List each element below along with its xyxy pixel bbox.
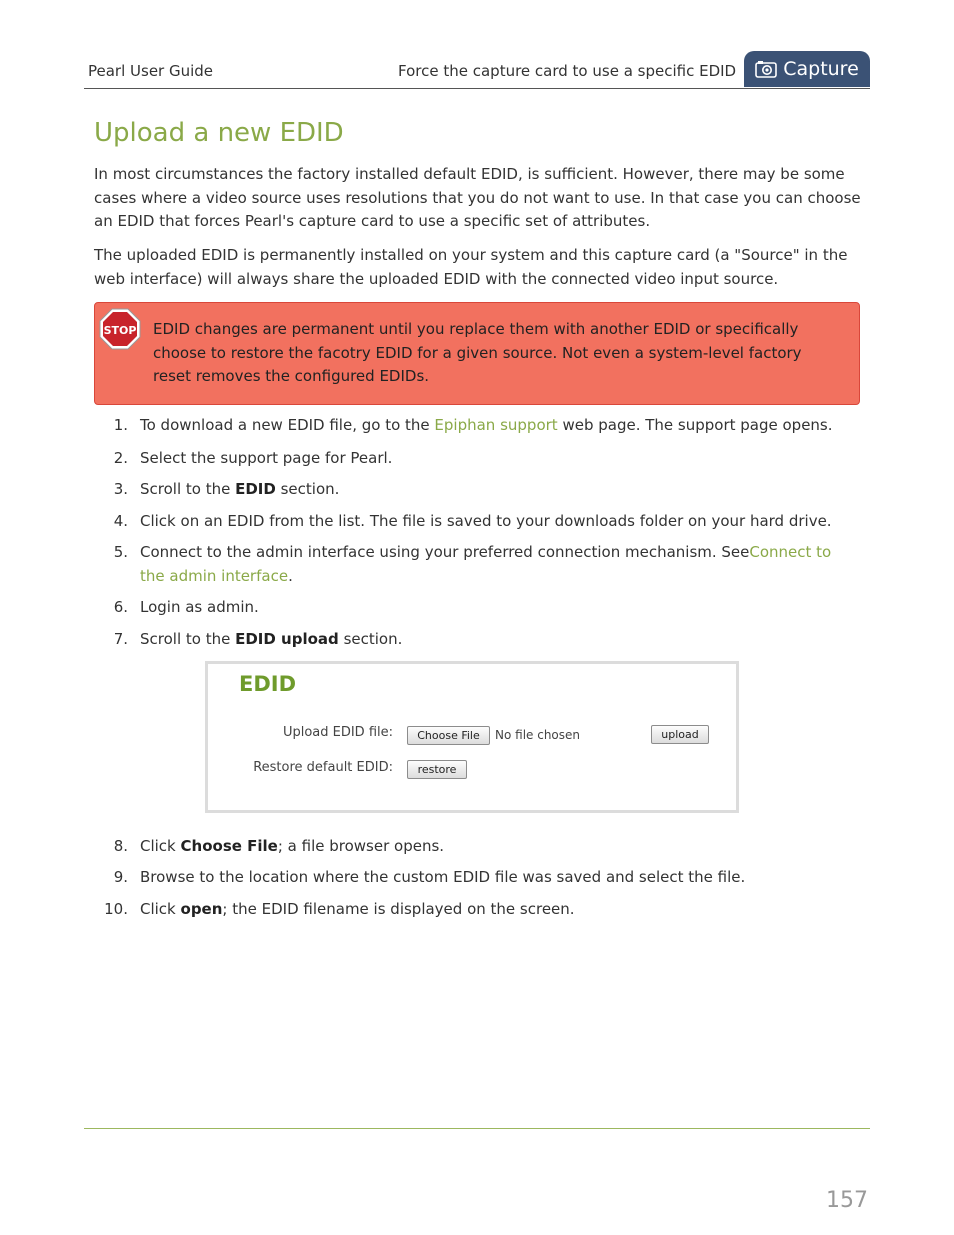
upload-edid-label: Upload EDID file: [282,725,393,740]
edid-upload-screenshot [205,661,739,813]
camera-icon [755,60,777,78]
section-title: Force the capture card to use a specific EDID [398,62,737,80]
restore-edid-label: Restore default EDID: [253,760,393,775]
connect-admin-link[interactable]: Connect to the admin interface [140,543,832,585]
edid-section-title: EDID [239,672,297,696]
guide-title: Pearl User Guide [88,62,214,80]
warning-text: EDID changes are permanent until you replace them with another EDID or specifically choose to restore the facotry EDID for a given source. Not even a system-level factory reset removes the configured EDIDs. [153,320,802,385]
stop-sign-icon [99,308,141,354]
capture-tab[interactable] [744,51,870,87]
page-title: Upload a new EDID [94,118,344,148]
footer-divider [84,1128,870,1129]
page-header [84,50,870,89]
no-file-text: No file chosen [495,728,581,742]
page-number: 157 [826,1188,868,1213]
capture-tab-label: Capture [783,58,859,80]
upload-button[interactable]: upload [651,725,709,744]
svg-text:STOP: STOP [103,324,137,337]
choose-file-button[interactable]: Choose File [407,726,490,745]
warning-box [94,302,860,405]
restore-button[interactable]: restore [407,760,467,779]
intro-paragraph: In most circumstances the factory installed default EDID, is sufficient. However, there may be some cases where a video source uses resolutions that you do not want to use. In that case you can choose an EDID that forces Pearl's capture card to use a specific set of attributes. [94,165,861,230]
intro-paragraph: The uploaded EDID is permanently installed on your system and this capture card (a "Source" in the web interface) will always share the uploaded EDID with the connected video input source. [94,246,848,288]
epiphan-support-link[interactable]: Epiphan support [434,416,558,434]
